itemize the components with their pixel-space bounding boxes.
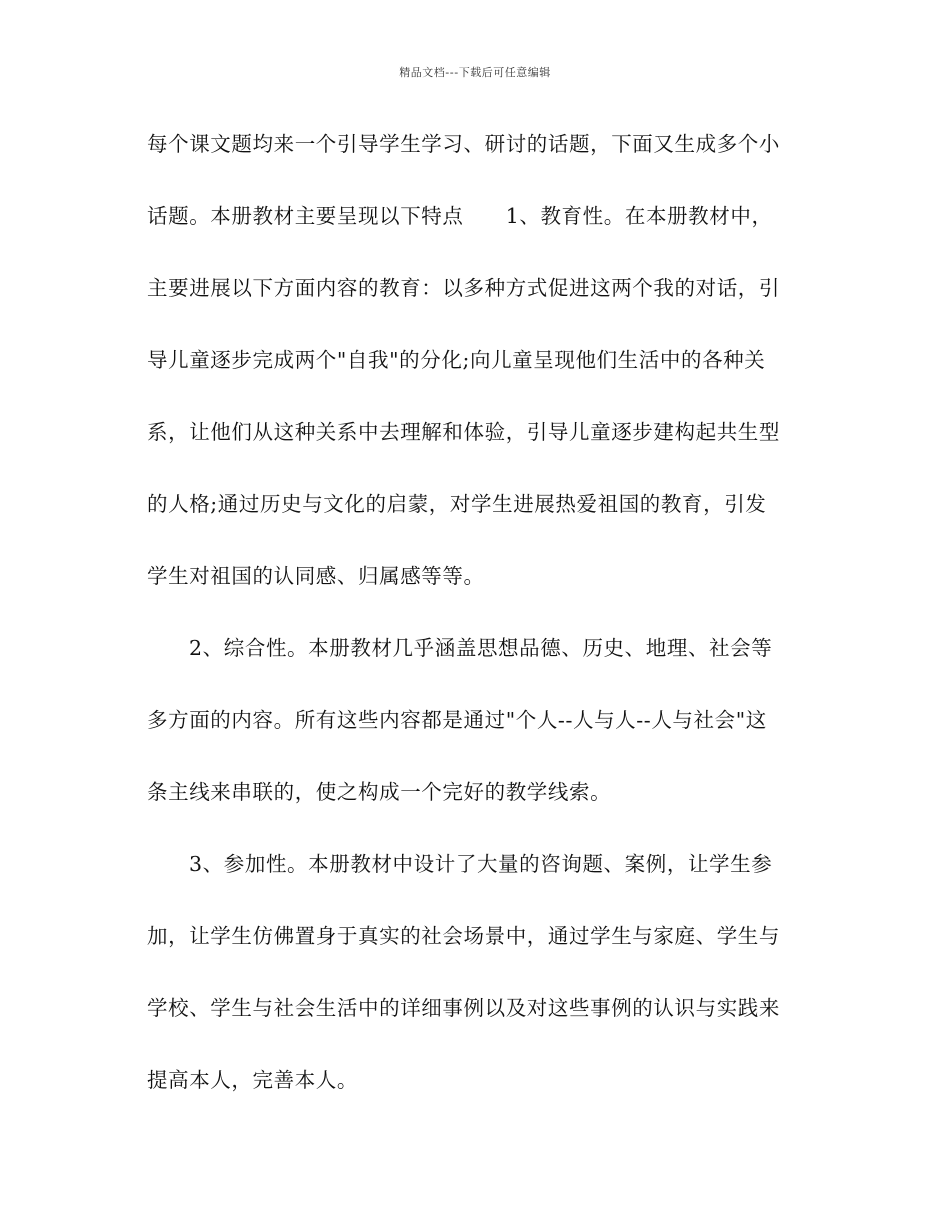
text-line: 每个课文题均来一个引导学生学习、研讨的话题，下面又生成多个小: [147, 132, 780, 156]
paragraph-start-line: 3、参加性。本册教材中设计了大量的咨询题、案例，让学生参: [189, 852, 773, 876]
text-line: 系，让他们从这种关系中去理解和体验，引导儿童逐步建构起共生型: [147, 420, 780, 444]
text-line: 话题。本册教材主要呈现以下特点 1、教育性。在本册教材中，: [147, 204, 773, 228]
page-header: 精品文档---下载后可任意编辑: [399, 66, 551, 79]
text-line: 导儿童逐步完成两个"自我"的分化;向儿童呈现他们生活中的各种关: [147, 348, 766, 372]
paragraph-start-line: 2、综合性。本册教材几乎涵盖思想品德、历史、地理、社会等: [189, 636, 773, 660]
text-line: 学生对祖国的认同感、归属感等等。: [147, 564, 485, 588]
text-line: 主要进展以下方面内容的教育：以多种方式促进这两个我的对话，引: [147, 276, 780, 300]
text-line: 条主线来串联的，使之构成一个完好的教学线索。: [147, 780, 612, 804]
document-body: [147, 119, 807, 1127]
text-line: 提高本人，完善本人。: [147, 1068, 358, 1092]
text-line: 的人格;通过历史与文化的启蒙，对学生进展热爱祖国的教育，引发: [147, 492, 767, 516]
text-line: 学校、学生与社会生活中的详细事例以及对这些事例的认识与实践来: [147, 996, 780, 1020]
text-line: 加，让学生仿佛置身于真实的社会场景中，通过学生与家庭、学生与: [147, 924, 780, 948]
text-line: 多方面的内容。所有这些内容都是通过"个人--人与人--人与社会"这: [147, 708, 767, 732]
